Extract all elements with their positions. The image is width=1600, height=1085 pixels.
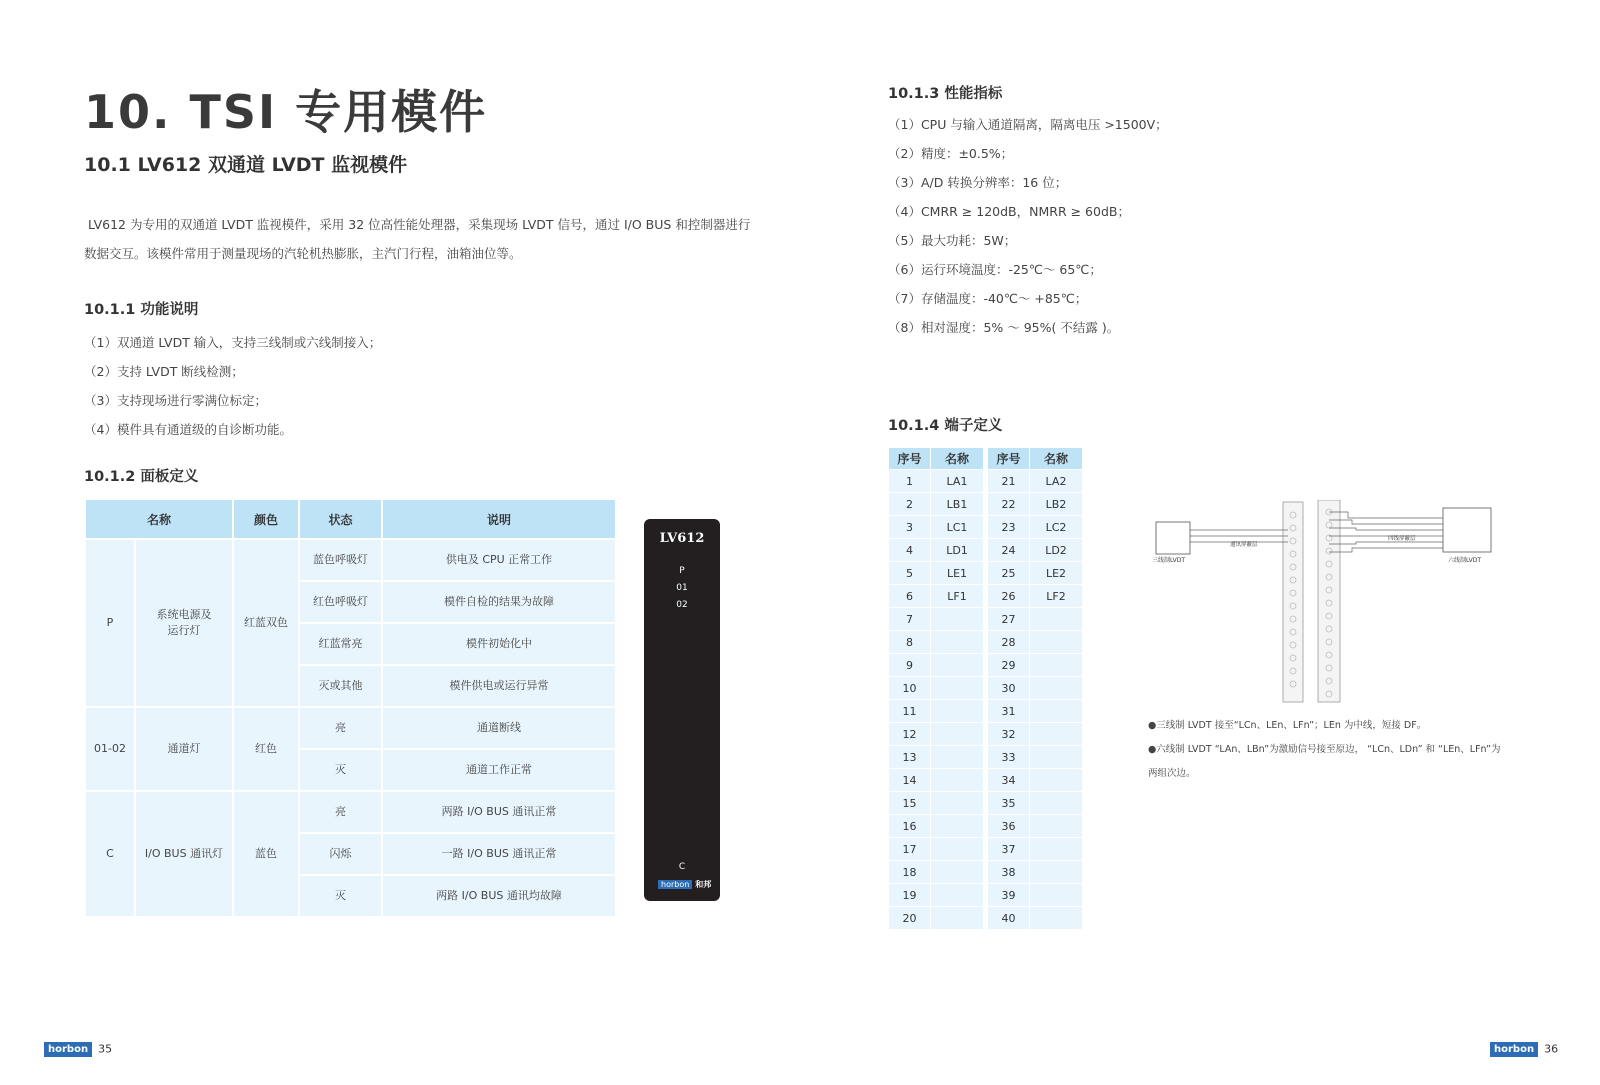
- terminal-index: 8: [889, 631, 931, 654]
- label-shield-1: 通讯屏蔽层: [1230, 542, 1258, 548]
- terminal-name: [931, 608, 984, 631]
- terminal-name: LD1: [931, 539, 984, 562]
- list-item: （7）存储温度：-40℃～ +85℃；: [888, 291, 1088, 306]
- panel-title: 10.1.2 面板定义: [84, 469, 199, 485]
- table-row: [889, 562, 984, 585]
- terminal-name: LE2: [1030, 562, 1083, 585]
- list-item: （2）精度：±0.5%；: [888, 146, 1014, 161]
- list-item: （3）支持现场进行零满位标定；: [84, 393, 267, 408]
- terminal-index: 26: [988, 585, 1030, 608]
- list-item: （4）模件具有通道级的自诊断功能。: [84, 422, 292, 437]
- terminal-name: [931, 746, 984, 769]
- panel-definition-table: [84, 498, 617, 918]
- terminal-name: [1030, 861, 1083, 884]
- brand-en: horbon: [658, 880, 692, 889]
- table-row: [988, 838, 1083, 861]
- terminal-index: 7: [889, 608, 931, 631]
- table-row: [85, 539, 616, 581]
- module-front-panel: [644, 519, 720, 901]
- table-row: [889, 884, 984, 907]
- terminal-name: [1030, 792, 1083, 815]
- terminal-name: [1030, 769, 1083, 792]
- terminal-index: 31: [988, 700, 1030, 723]
- led-label-01: 01: [676, 583, 688, 593]
- wiring-notes: [1148, 714, 1548, 786]
- list-item: （4）CMRR ≥ 120dB，NMRR ≥ 60dB；: [888, 204, 1130, 219]
- table-row: [988, 654, 1083, 677]
- table-row: [889, 907, 984, 930]
- terminal-name: [931, 907, 984, 930]
- terminal-index: 14: [889, 769, 931, 792]
- terminal-index: 6: [889, 585, 931, 608]
- terminal-name: [931, 654, 984, 677]
- terminal-name: [1030, 654, 1083, 677]
- terminal-index: 4: [889, 539, 931, 562]
- header-name: 名称: [1030, 448, 1083, 470]
- led-description: 通道断线: [382, 707, 616, 749]
- terminal-index: 28: [988, 631, 1030, 654]
- led-description: 通道工作正常: [382, 749, 616, 791]
- terminal-name: [931, 815, 984, 838]
- terminal-name: [931, 723, 984, 746]
- terminal-name: LB2: [1030, 493, 1083, 516]
- terminal-index: 36: [988, 815, 1030, 838]
- terminal-name: [931, 861, 984, 884]
- led-state: 红蓝常亮: [299, 623, 382, 665]
- led-description: 两路 I/O BUS 通讯正常: [382, 791, 616, 833]
- table-row: [988, 700, 1083, 723]
- module-model-label: LV612: [659, 531, 705, 546]
- label-six-wire: 六线制LVDT: [1448, 557, 1482, 564]
- table-row: [889, 838, 984, 861]
- table-row: [988, 539, 1083, 562]
- header-color: 颜色: [233, 499, 299, 539]
- table-row: [889, 861, 984, 884]
- table-row: [988, 585, 1083, 608]
- table-row: [889, 815, 984, 838]
- list-item: （6）运行环境温度：-25℃～ 65℃；: [888, 262, 1102, 277]
- footer-right: [1490, 1042, 1558, 1057]
- table-row: [85, 707, 616, 749]
- table-row: [889, 723, 984, 746]
- section-title: 10.1 LV612 双通道 LVDT 监视模件: [84, 154, 408, 176]
- terminal-index: 3: [889, 516, 931, 539]
- table-row: [988, 608, 1083, 631]
- table-row: [889, 516, 984, 539]
- table-row: [889, 700, 984, 723]
- led-code: P: [85, 539, 135, 707]
- terminal-index: 15: [889, 792, 931, 815]
- terminal-name: [1030, 700, 1083, 723]
- header-state: 状态: [299, 499, 382, 539]
- terminal-index: 13: [889, 746, 931, 769]
- terminal-name: LA1: [931, 470, 984, 493]
- table-row: [889, 493, 984, 516]
- intro-paragraph: [84, 210, 751, 268]
- terminal-index: 24: [988, 539, 1030, 562]
- table-row: [988, 516, 1083, 539]
- page-number: 35: [98, 1042, 113, 1056]
- table-row: [889, 470, 984, 493]
- wiring-diagram-svg: [1148, 500, 1518, 710]
- table-row: [988, 746, 1083, 769]
- terminal-index: 21: [988, 470, 1030, 493]
- terminal-index: 25: [988, 562, 1030, 585]
- horbon-logo: horbon: [44, 1042, 92, 1057]
- intro-line: 数据交互。该模件常用于测量现场的汽轮机热膨胀，主汽门行程，油箱油位等。: [84, 246, 522, 261]
- table-row: [889, 631, 984, 654]
- function-list: [84, 328, 381, 444]
- terminal-name: [1030, 907, 1083, 930]
- terminal-index: 10: [889, 677, 931, 700]
- three-wire-cable: [1190, 530, 1288, 542]
- led-name: 系统电源及 运行灯: [135, 539, 233, 707]
- note-line: ●六线制 LVDT “LAn、LBn”为激励信号接至原边， “LCn、LDn” 和 “LEn、LFn”为: [1148, 744, 1501, 755]
- terminal-name: [1030, 723, 1083, 746]
- terminal-index: 30: [988, 677, 1030, 700]
- led-color: 蓝色: [233, 791, 299, 917]
- terminal-index: 39: [988, 884, 1030, 907]
- list-item: （1）双通道 LVDT 输入，支持三线制或六线制接入；: [84, 335, 382, 350]
- table-row: [988, 723, 1083, 746]
- table-row: [988, 792, 1083, 815]
- table-row: [988, 677, 1083, 700]
- terminal-name: LC1: [931, 516, 984, 539]
- terminal-index: 2: [889, 493, 931, 516]
- terminal-name: LF2: [1030, 585, 1083, 608]
- terminal-index: 20: [889, 907, 931, 930]
- table-row: [889, 539, 984, 562]
- led-description: 模件自检的结果为故障: [382, 581, 616, 623]
- terminal-name: [1030, 746, 1083, 769]
- table-row: [988, 907, 1083, 930]
- led-code: C: [85, 791, 135, 917]
- table-row: [988, 815, 1083, 838]
- three-wire-lvdt-box: [1156, 522, 1190, 554]
- led-state: 亮: [299, 707, 382, 749]
- led-state: 蓝色呼吸灯: [299, 539, 382, 581]
- brand-cn: 和邦: [695, 880, 712, 889]
- led-state: 亮: [299, 791, 382, 833]
- terminal-name: [931, 884, 984, 907]
- led-color: 红蓝双色: [233, 539, 299, 707]
- terminal-title: 10.1.4 端子定义: [888, 418, 1003, 434]
- terminal-name: LF1: [931, 585, 984, 608]
- performance-title: 10.1.3 性能指标: [888, 86, 1003, 102]
- terminal-table-right: [987, 447, 1083, 930]
- led-code: 01-02: [85, 707, 135, 791]
- terminal-index: 33: [988, 746, 1030, 769]
- terminal-name: LC2: [1030, 516, 1083, 539]
- header-description: 说明: [382, 499, 616, 539]
- terminal-index: 34: [988, 769, 1030, 792]
- list-item: （8）相对湿度：5% ～ 95%( 不结露 )。: [888, 320, 1120, 335]
- terminal-name: [931, 769, 984, 792]
- header-index: 序号: [889, 448, 931, 470]
- horbon-logo: horbon: [1490, 1042, 1538, 1057]
- terminal-strip-a: [1283, 502, 1303, 702]
- table-row: [988, 769, 1083, 792]
- label-shield-2: 四线屏蔽层: [1388, 536, 1416, 542]
- chapter-title: 10. TSI 专用模件: [84, 85, 488, 139]
- terminal-name: [1030, 815, 1083, 838]
- led-label-02: 02: [676, 600, 688, 610]
- terminal-name: LA2: [1030, 470, 1083, 493]
- function-title: 10.1.1 功能说明: [84, 302, 199, 318]
- footer-left: [44, 1042, 112, 1057]
- terminal-index: 23: [988, 516, 1030, 539]
- terminal-name: [931, 631, 984, 654]
- table-row: [889, 654, 984, 677]
- led-description: 模件供电或运行异常: [382, 665, 616, 707]
- table-row: [988, 631, 1083, 654]
- terminal-strip-b: [1318, 500, 1340, 702]
- led-color: 红色: [233, 707, 299, 791]
- led-description: 一路 I/O BUS 通讯正常: [382, 833, 616, 875]
- terminal-name: LD2: [1030, 539, 1083, 562]
- led-state: 红色呼吸灯: [299, 581, 382, 623]
- terminal-name: [931, 792, 984, 815]
- terminal-index: 38: [988, 861, 1030, 884]
- terminal-index: 1: [889, 470, 931, 493]
- six-wire-cable: [1329, 512, 1443, 552]
- table-row: [988, 861, 1083, 884]
- led-name: 通道灯: [135, 707, 233, 791]
- terminal-index: 22: [988, 493, 1030, 516]
- label-three-wire: 三线制LVDT: [1152, 557, 1186, 564]
- terminal-name: [931, 838, 984, 861]
- table-row: [988, 470, 1083, 493]
- led-state: 闪烁: [299, 833, 382, 875]
- table-row: [988, 562, 1083, 585]
- table-row: [889, 746, 984, 769]
- list-item: （3）A/D 转换分辨率：16 位；: [888, 175, 1068, 190]
- performance-list: [888, 110, 1168, 342]
- terminal-name: [1030, 608, 1083, 631]
- terminal-index: 37: [988, 838, 1030, 861]
- terminal-index: 19: [889, 884, 931, 907]
- terminal-name: [931, 677, 984, 700]
- led-name: I/O BUS 通讯灯: [135, 791, 233, 917]
- list-item: （5）最大功耗：5W；: [888, 233, 1017, 248]
- led-state: 灭: [299, 749, 382, 791]
- led-description: 供电及 CPU 正常工作: [382, 539, 616, 581]
- table-header-row: [85, 499, 616, 539]
- note-line: ●三线制 LVDT 接至“LCn、LEn、LFn”；LEn 为中线，短接 DF。: [1148, 720, 1427, 731]
- terminal-name: LB1: [931, 493, 984, 516]
- header-name: 名称: [931, 448, 984, 470]
- terminal-index: 29: [988, 654, 1030, 677]
- terminal-index: 16: [889, 815, 931, 838]
- led-label-p: P: [679, 566, 685, 576]
- list-item: （1）CPU 与输入通道隔离，隔离电压 >1500V；: [888, 117, 1168, 132]
- table-row: [988, 493, 1083, 516]
- header-name: 名称: [85, 499, 233, 539]
- terminal-index: 18: [889, 861, 931, 884]
- terminal-index: 5: [889, 562, 931, 585]
- terminal-index: 17: [889, 838, 931, 861]
- note-line: 两组次边。: [1148, 768, 1196, 779]
- table-row: [889, 769, 984, 792]
- terminal-name: LE1: [931, 562, 984, 585]
- table-header-row: [988, 448, 1083, 470]
- table-row: [988, 884, 1083, 907]
- terminal-index: 11: [889, 700, 931, 723]
- header-index: 序号: [988, 448, 1030, 470]
- terminal-index: 32: [988, 723, 1030, 746]
- terminal-name: [1030, 677, 1083, 700]
- table-row: [889, 792, 984, 815]
- table-header-row: [889, 448, 984, 470]
- terminal-name: [1030, 838, 1083, 861]
- terminal-index: 40: [988, 907, 1030, 930]
- led-description: 两路 I/O BUS 通讯均故障: [382, 875, 616, 917]
- wiring-diagram: [1148, 500, 1518, 710]
- page-number: 36: [1544, 1042, 1559, 1056]
- terminal-name: [1030, 631, 1083, 654]
- terminal-index: 9: [889, 654, 931, 677]
- led-description: 模件初始化中: [382, 623, 616, 665]
- table-row: [889, 585, 984, 608]
- terminal-index: 27: [988, 608, 1030, 631]
- table-row: [85, 791, 616, 833]
- table-row: [889, 677, 984, 700]
- terminal-index: 35: [988, 792, 1030, 815]
- led-state: 灭或其他: [299, 665, 382, 707]
- terminal-name: [1030, 884, 1083, 907]
- terminal-index: 12: [889, 723, 931, 746]
- terminal-table-left: [888, 447, 984, 930]
- led-state: 灭: [299, 875, 382, 917]
- six-wire-lvdt-box: [1443, 508, 1491, 552]
- terminal-name: [931, 700, 984, 723]
- table-row: [889, 608, 984, 631]
- list-item: （2）支持 LVDT 断线检测；: [84, 364, 244, 379]
- led-label-c: C: [678, 862, 686, 872]
- brand-logo: [658, 879, 711, 890]
- intro-line: LV612 为专用的双通道 LVDT 监视模件，采用 32 位高性能处理器，采集现场 LVDT 信号，通过 I/O BUS 和控制器进行: [84, 217, 751, 232]
